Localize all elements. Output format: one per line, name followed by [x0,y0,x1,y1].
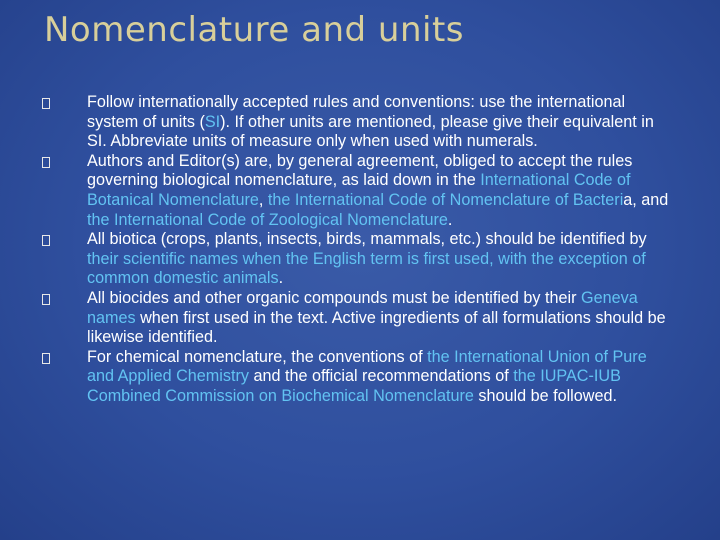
bullet-text: For chemical nomenclature, the conventions of [87,347,428,366]
bullet-text: . [278,269,284,288]
hollow-square-bullet-icon [42,235,50,246]
highlighted-text: the International Union of Pure and Applied Chemistry [87,347,647,386]
bullet-text: when first used in the text. Active ingredients of all formulations should be likewise identified. [87,308,666,347]
highlighted-text: the International Code of Nomenclature of Bacteri [267,190,624,209]
bullet-text: . [447,210,453,229]
bullet-text: and the official recommendations of [248,367,514,386]
hollow-square-bullet-icon [42,98,50,109]
highlighted-text: International Code of Botanical Nomenclature [87,171,631,209]
bullet-item [42,152,678,230]
bullet-text: ). If other units are mentioned, please give their equivalent in SI. Abbreviate units of measure only when used with numerals. [87,112,654,151]
bullet-text: Follow internationally accepted rules and conventions: use the international system of units ( [87,93,626,131]
highlighted-text: their scientific names when the English term is first used, with the exception of common domestic animals [87,249,646,288]
bullet-item [42,230,678,289]
bullet-text: All biocides and other organic compounds must be identified by their [87,288,582,307]
bullet-list [42,93,678,407]
highlighted-text: SI [204,112,221,131]
hollow-square-bullet-icon [42,157,50,168]
bullet-text: All biotica (crops, plants, insects, birds, mammals, etc.) should be identified by [87,230,647,249]
highlighted-text: the International Code of Zoological Nomenclature [87,210,448,229]
bullet-item [42,93,678,152]
bullet-item [42,348,678,407]
bullet-text: should be followed. [473,386,617,405]
bullet-text: a, and [623,190,669,209]
highlighted-text: Geneva names [87,288,638,327]
bullet-text: , [258,190,268,209]
bullet-text: Authors and Editor(s) are, by general agreement, obliged to accept the rules governing biological nomenclature, as laid down in the [87,151,633,190]
bullet-item [42,289,678,348]
hollow-square-bullet-icon [42,294,50,305]
highlighted-text: the IUPAC-IUB Combined Commission on Biochemical Nomenclature [87,367,621,405]
slide-title: Nomenclature and units [44,10,464,50]
hollow-square-bullet-icon [42,353,50,364]
